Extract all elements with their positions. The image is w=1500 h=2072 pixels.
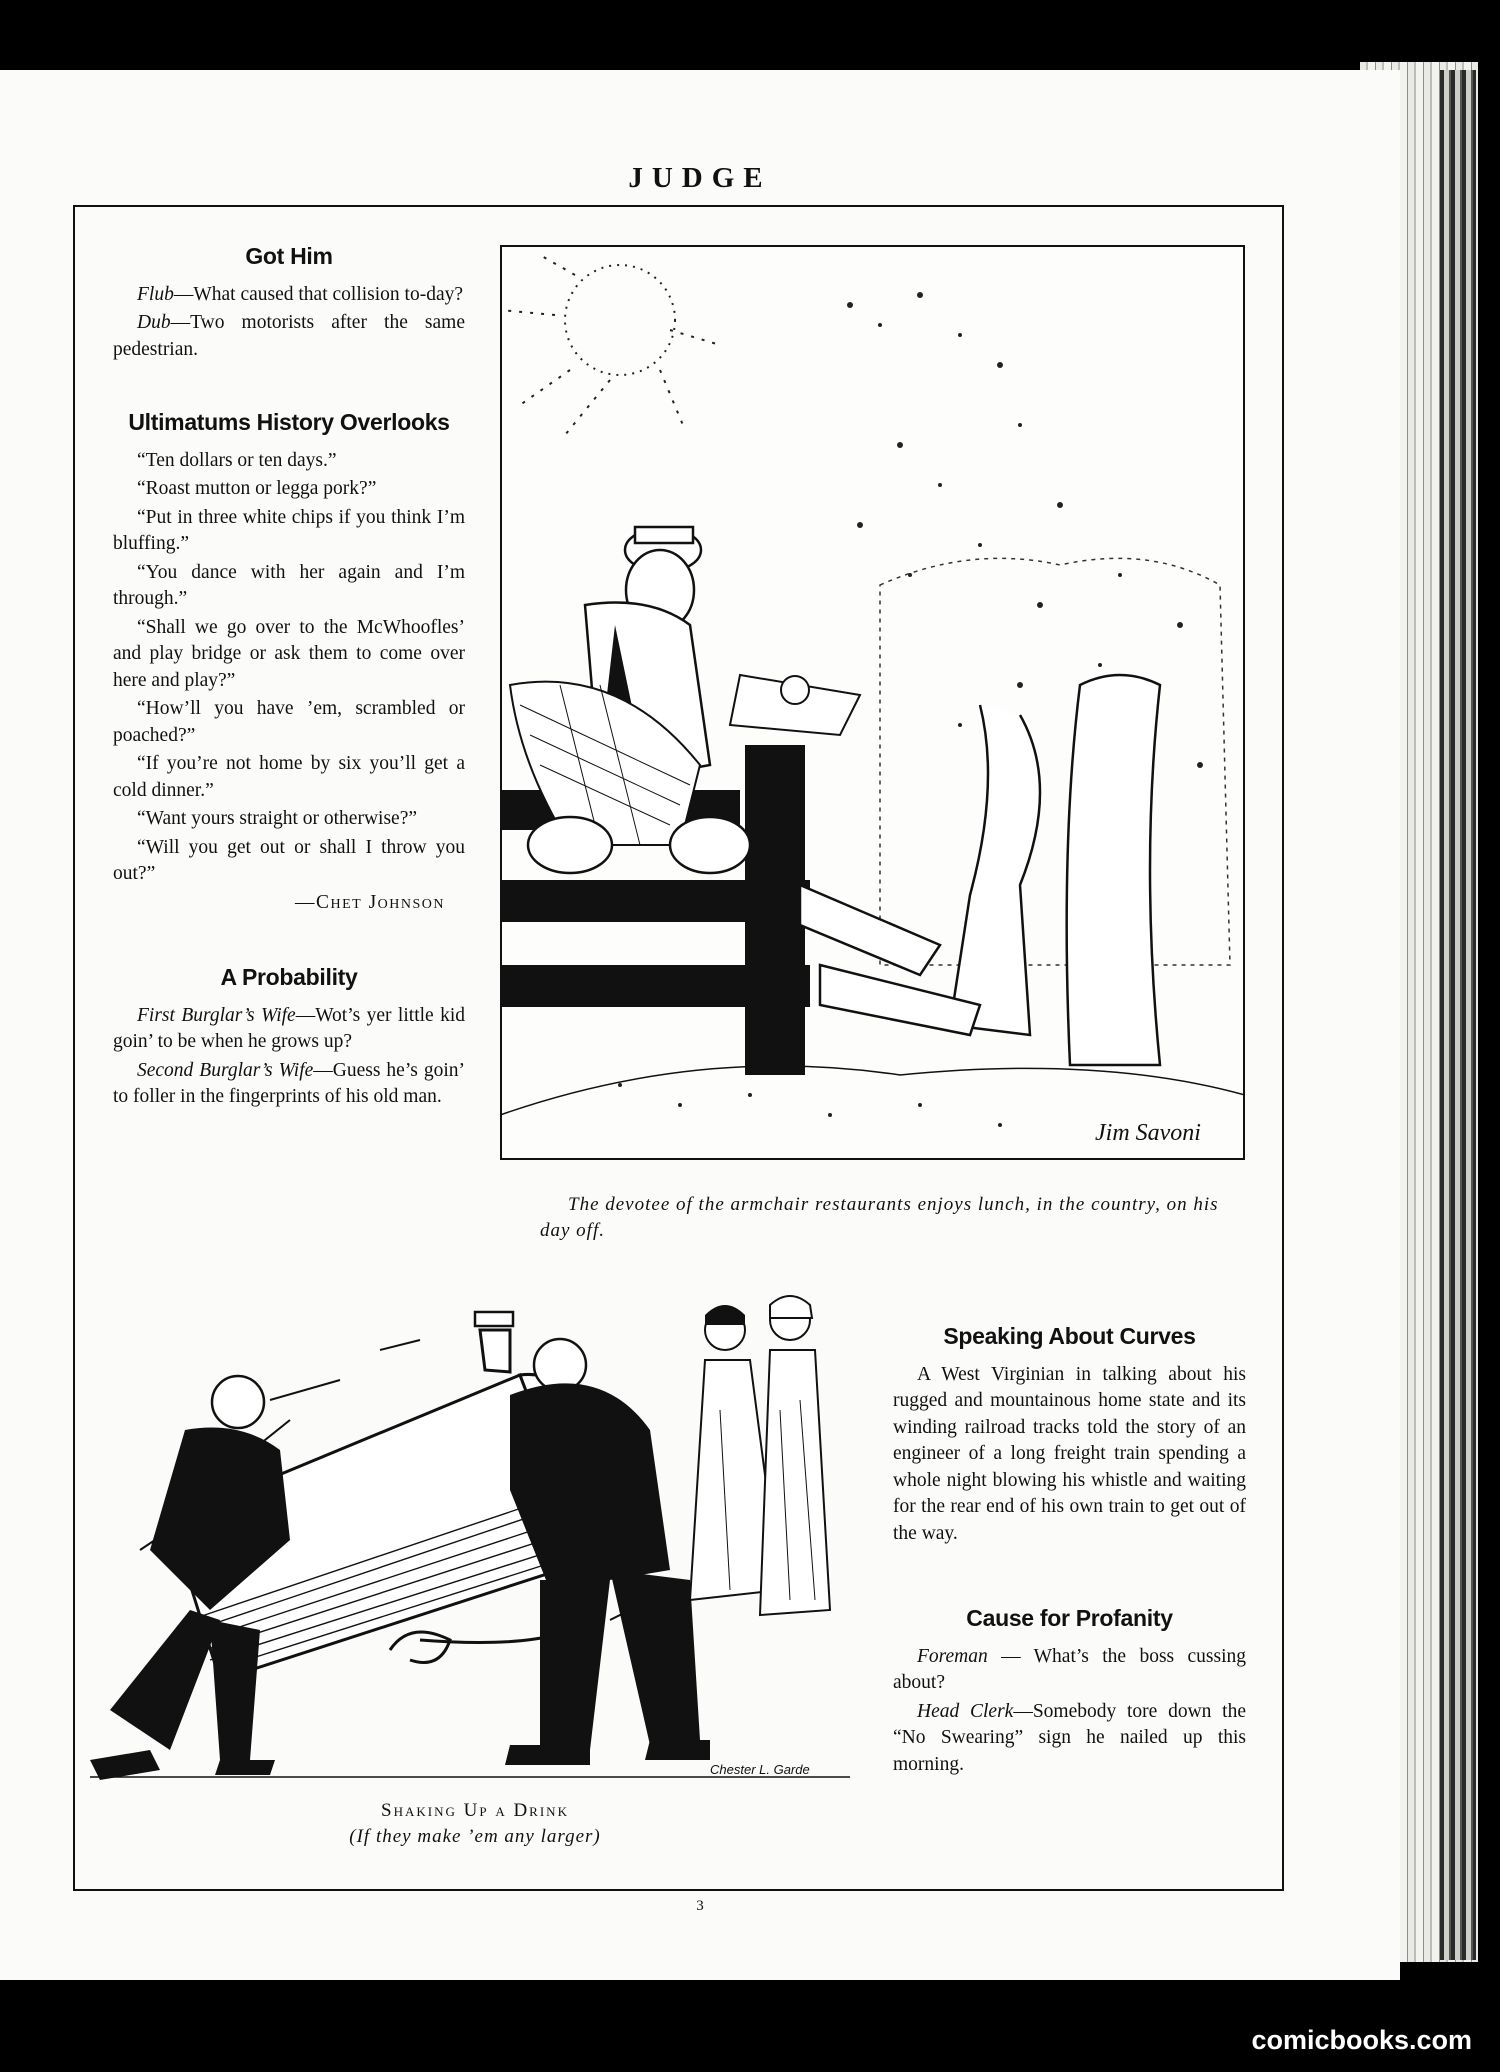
got-him-title: Got Him [245, 243, 333, 269]
probability-title: A Probability [220, 964, 358, 990]
cartoon-picnic-illustration [500, 245, 1245, 1160]
cartoon2-signature: Chester L. Garde [710, 1762, 810, 1777]
profanity-title: Cause for Profanity [966, 1605, 1173, 1631]
left-column [113, 243, 465, 1113]
ultimatum-line: “You dance with her again and I’m through.” [113, 561, 465, 609]
cartoon2-caption [255, 1798, 695, 1850]
ultimatum-line: “If you’re not home by six you’ll get a cold dinner.” [113, 753, 465, 801]
ultimatum-line: “Want yours straight or otherwise?” [137, 808, 418, 829]
book-spine-edges [1440, 70, 1476, 1960]
page-number: 3 [696, 1898, 704, 1914]
ultimatum-line: “Ten dollars or ten days.” [137, 449, 337, 471]
profanity-line-1: Foreman — What’s the boss cussing about? [893, 1645, 1246, 1693]
cartoon1-caption: The devotee of the armchair restaurants enjoys lunch, in the country, on his day off. [540, 1194, 1219, 1241]
cartoon2-caption-sub: (If they make ’em any larger) [349, 1826, 601, 1847]
probability-line-1: First Burglar’s Wife—Wot’s yer little kid goin’ to be when he grows up? [113, 1004, 465, 1052]
profanity-line-2: Head Clerk—Somebody tore down the “No Swearing” sign he nailed up this morning. [893, 1700, 1247, 1775]
curves-text: A West Virginian in talking about his rugged and mountainous home state and its winding railroad tracks told the story of an engineer of a long freight train spending a whole night blowing his whistle and waiting for the rear end of his own train to get out of the way. [893, 1363, 1246, 1544]
site-watermark: comicbooks.com [1251, 2025, 1472, 2055]
got-him-line-1: Flub—What caused that collision to-day? [137, 283, 464, 305]
right-column [893, 1323, 1246, 1780]
ultimatum-line: “How’ll you have ’em, scrambled or poached?” [113, 698, 465, 746]
ultimatum-line: “Shall we go over to the McWhoofles’ and play bridge or ask them to come over here and play?” [113, 616, 465, 691]
cartoon2-caption-title: Shaking Up a Drink [381, 1800, 569, 1821]
ultimatums-title: Ultimatums History Overlooks [128, 409, 450, 435]
ultimatum-line: “Will you get out or shall I throw you out?” [113, 836, 465, 884]
probability-line-2: Second Burglar’s Wife—Guess he’s goin’ to foller in the fingerprints of his old man. [113, 1059, 465, 1107]
ultimatum-line: “Put in three white chips if you think I’m bluffing.” [113, 506, 465, 554]
cartoon-shaker-illustration [90, 1290, 860, 1790]
masthead: JUDGE [628, 162, 772, 194]
got-him-line-2: Dub—Two motorists after the same pedestrian. [113, 312, 465, 360]
cartoon1-signature: Jim Savoni [1095, 1120, 1201, 1146]
ultimatums-signature: —Chet Johnson [294, 891, 445, 913]
ultimatum-line: “Roast mutton or legga pork?” [137, 478, 377, 499]
curves-title: Speaking About Curves [943, 1323, 1196, 1349]
